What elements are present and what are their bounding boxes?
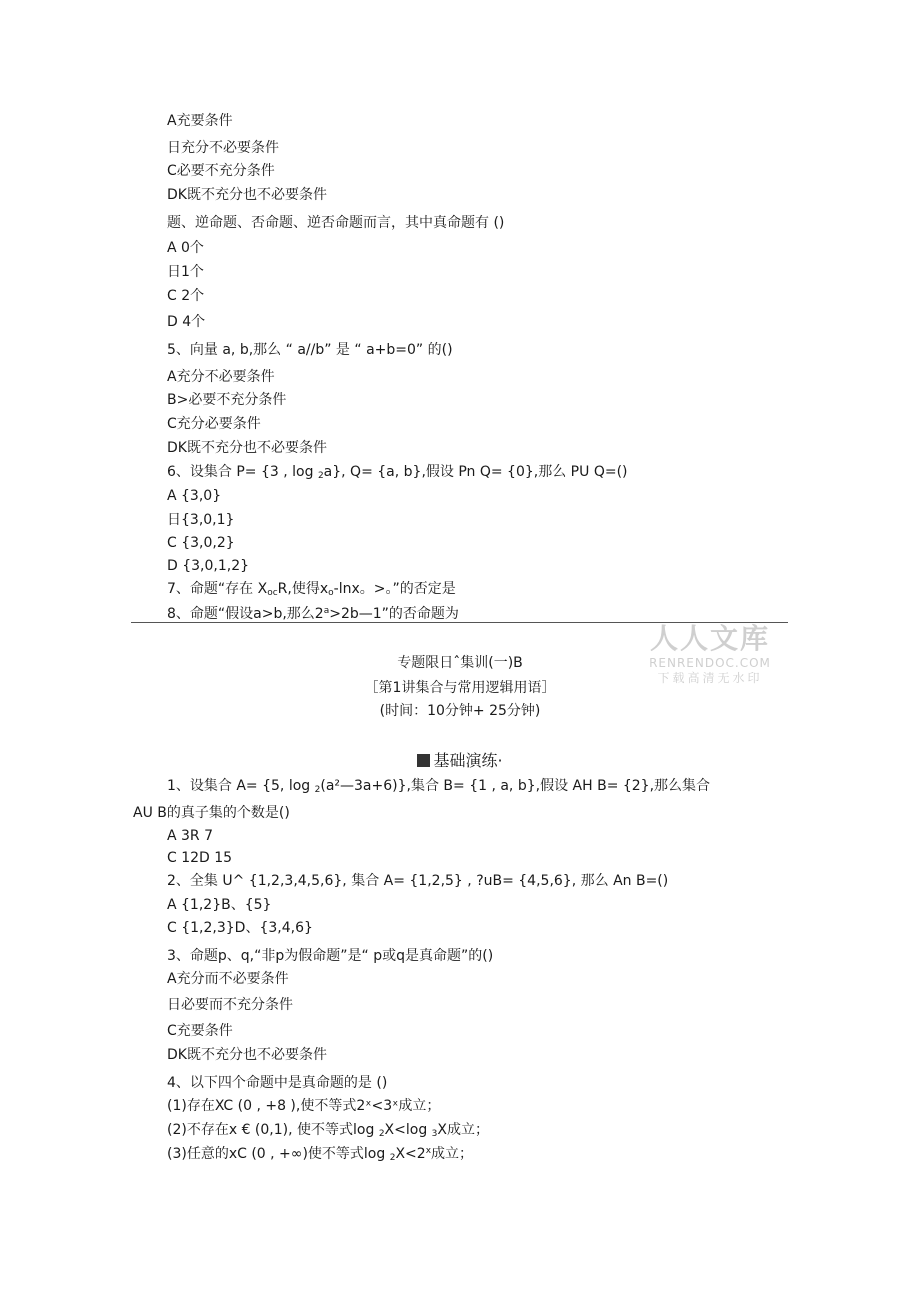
question-1: 1、设集合 A= {5, log 2(a²—3a+6)},集合 B= {1 , a, b},假设 AH B= {2},那么集合 — [167, 778, 711, 795]
question-2: 2、全集 U^ {1,2,3,4,5,6}, 集合 A= {1,2,5} , ?uB= {4,5,6}, 那么 An B=() — [167, 873, 669, 889]
option-d: D {3,0,1,2} — [167, 558, 250, 574]
option-b: B>必要不充分条件 — [167, 392, 287, 408]
question-6: 6、设集合 P= {3 , log 2a}, Q= {a, b},假设 Pn Q= {0},那么 PU Q=() — [167, 464, 628, 481]
option-d: D 4个 — [167, 314, 206, 330]
section-subtitle: ［第1讲集合与常用逻辑用语］ — [364, 680, 556, 696]
option-c: C充分必要条件 — [167, 416, 261, 432]
time-limit: (时间：10分钟+ 25分钟) — [379, 703, 541, 719]
option-a: A充分而不必要条件 — [167, 971, 289, 987]
proposition-2: (2)不存在x € (0,1), 使不等式log 2X<log 3X成立； — [167, 1122, 489, 1139]
options-ab: A 3R 7 — [167, 828, 214, 844]
option-a: A充分不必要条件 — [167, 369, 275, 385]
option-b: 日{3,0,1} — [167, 512, 235, 528]
square-bullet-icon — [417, 754, 430, 767]
watermark-title: 人人文库 — [649, 622, 770, 655]
question-4: 4、以下四个命题中是真命题的是 () — [167, 1075, 388, 1091]
section-heading: 基础演练· — [0, 752, 920, 770]
question-7: 7、命题“存在 XocR,使得xo-lnx。>。”的否定是 — [167, 581, 456, 598]
option-b: 日1个 — [167, 264, 204, 280]
option-a: A {3,0} — [167, 488, 222, 504]
option-b: 日必要而不充分条件 — [167, 997, 293, 1013]
proposition-1: (1)存在XC (0 , +8 ),使不等式2ˣ<3ˣ成立； — [167, 1098, 441, 1114]
question-4-stem: 题、逆命题、否命题、逆否命题而言，其中真命题有 () — [167, 215, 505, 231]
option-a: A充要条件 — [167, 113, 233, 129]
option-d: DK既不充分也不必要条件 — [167, 1047, 327, 1063]
option-d: DK既不充分也不必要条件 — [167, 440, 327, 456]
question-3: 3、命题p、q,“非p为假命题”是“ p或q是真命题”的() — [167, 948, 494, 964]
option-d: DK既不充分也不必要条件 — [167, 187, 327, 203]
question-5: 5、向量 a, b,那么 “ a//b” 是 “ a+b=0” 的() — [167, 342, 453, 358]
option-c: C必要不充分条件 — [167, 163, 275, 179]
options-cd: C 12D 15 — [167, 850, 233, 866]
section-title: 专题限日ˆ集训(一)B — [397, 655, 523, 671]
option-b: 日充分不必要条件 — [167, 140, 279, 156]
option-a: A 0个 — [167, 240, 204, 256]
options-ab: A {1,2}B、{5} — [167, 897, 272, 913]
option-c: C充要条件 — [167, 1023, 233, 1039]
question-8: 8、命题“假设a>b,那么$2^a>2b—1$”的否命题为 — [167, 606, 459, 622]
proposition-3: (3)任意的xC (0 , +∞)使不等式$\log 2X<2^x$成立； — [167, 1146, 474, 1163]
question-1-continued: AU B的真子集的个数是() — [133, 805, 290, 821]
watermark-slogan: 下载高清无水印 — [657, 671, 763, 685]
watermark-domain: RENRENDOC.COM — [649, 656, 771, 670]
option-c: C {3,0,2} — [167, 535, 235, 551]
options-cd: C {1,2,3}D、{3,4,6} — [167, 920, 313, 936]
option-c: C 2个 — [167, 288, 205, 304]
